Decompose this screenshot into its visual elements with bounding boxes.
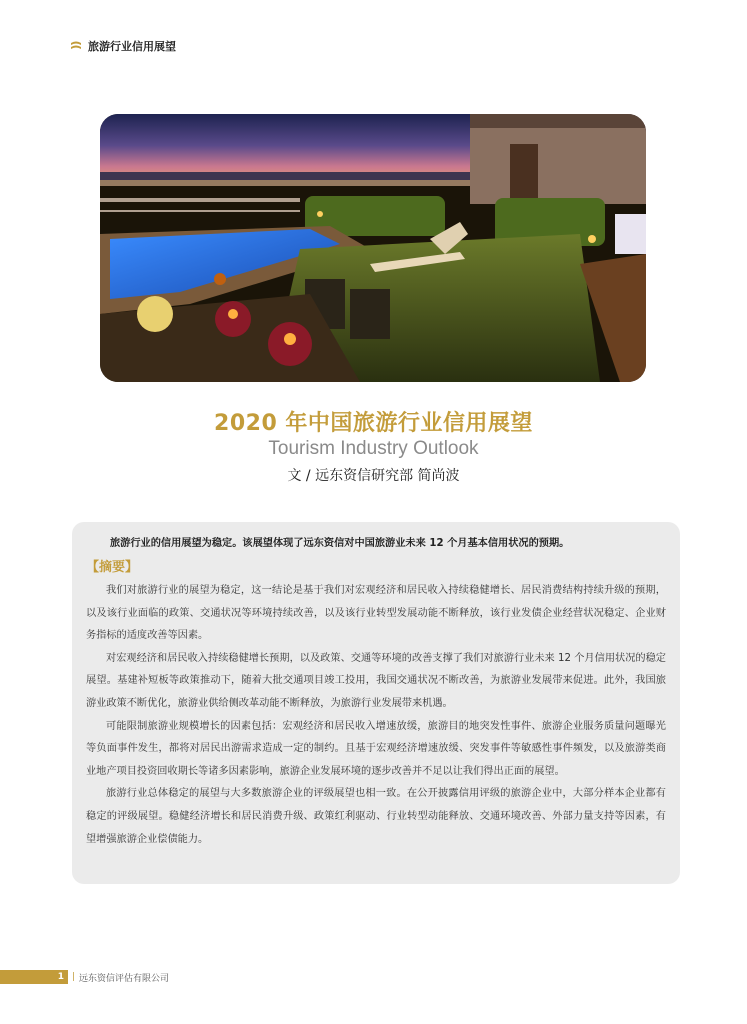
footer-company: 远东资信评估有限公司 (79, 973, 170, 984)
summary-heading: 【摘要】 (86, 560, 139, 575)
summary-box (72, 522, 680, 884)
cover-photo (100, 114, 646, 382)
article-byline: 文 / 远东资信研究部 简尚波 (287, 468, 460, 484)
article-subtitle: Tourism Industry Outlook (268, 438, 479, 459)
page-footer (0, 970, 169, 984)
photo-terrace-pool-dusk-icon (100, 114, 646, 382)
page-number: 1 (0, 970, 68, 984)
article-title: 2020 年中国旅游行业信用展望 (214, 411, 533, 436)
footer-divider: | (72, 972, 76, 982)
summary-lead: 旅游行业的信用展望为稳定。该展望体现了远东资信对中国旅游业未来 12 个月基本信用状况的预期。 (110, 538, 570, 549)
summary-paragraph: 旅游行业总体稳定的展望与大多数旅游企业的评级展望也相一致。在公开披露信用评级的旅游企业中，大部分样本企业都有稳定的评级展望。稳健经济增长和居民消费升级、政策红利驱动、行业转型动能释放、交通环境改善、外部力量支持等因素，有望增强旅游企业偿债能力。 (86, 788, 666, 845)
company-logo-icon (70, 41, 82, 51)
summary-paragraph: 可能限制旅游业规模增长的因素包括：宏观经济和居民收入增速放缓，旅游目的地突发性事件、旅游企业服务质量问题曝光等负面事件发生，都将对居民出游需求造成一定的制约。且基于宏观经济增速放缓、突发事件等敏感性事件频发，以及旅游类商业地产项目投资回收期长等诸多因素影响，旅游企业发展环境的逐步改善并不足以让我们得出正面的展望。 (86, 720, 666, 777)
header-title: 旅游行业信用展望 (88, 40, 176, 53)
page-header (70, 38, 176, 54)
summary-paragraph: 我们对旅游行业的展望为稳定，这一结论是基于我们对宏观经济和居民收入持续稳健增长、居民消费结构持续升级的预期，以及该行业面临的政策、交通状况等环境持续改善，以及该行业转型发展动能不断释放，该行业发债企业经营状况稳定、企业财务指标的适度改善等因素。 (86, 585, 666, 642)
summary-paragraph: 对宏观经济和居民收入持续稳健增长预期，以及政策、交通等环境的改善支撑了我们对旅游行业未来 12 个月信用状况的稳定展望。基建补短板等政策推动下，随着大批交通项目竣工投用，我国交通状况不断改善，为旅游业发展带来促进。此外，我国旅游业政策不断优化，旅游业供给侧改革动能不断释放，为旅游行业发展带来机遇。 (86, 652, 666, 709)
